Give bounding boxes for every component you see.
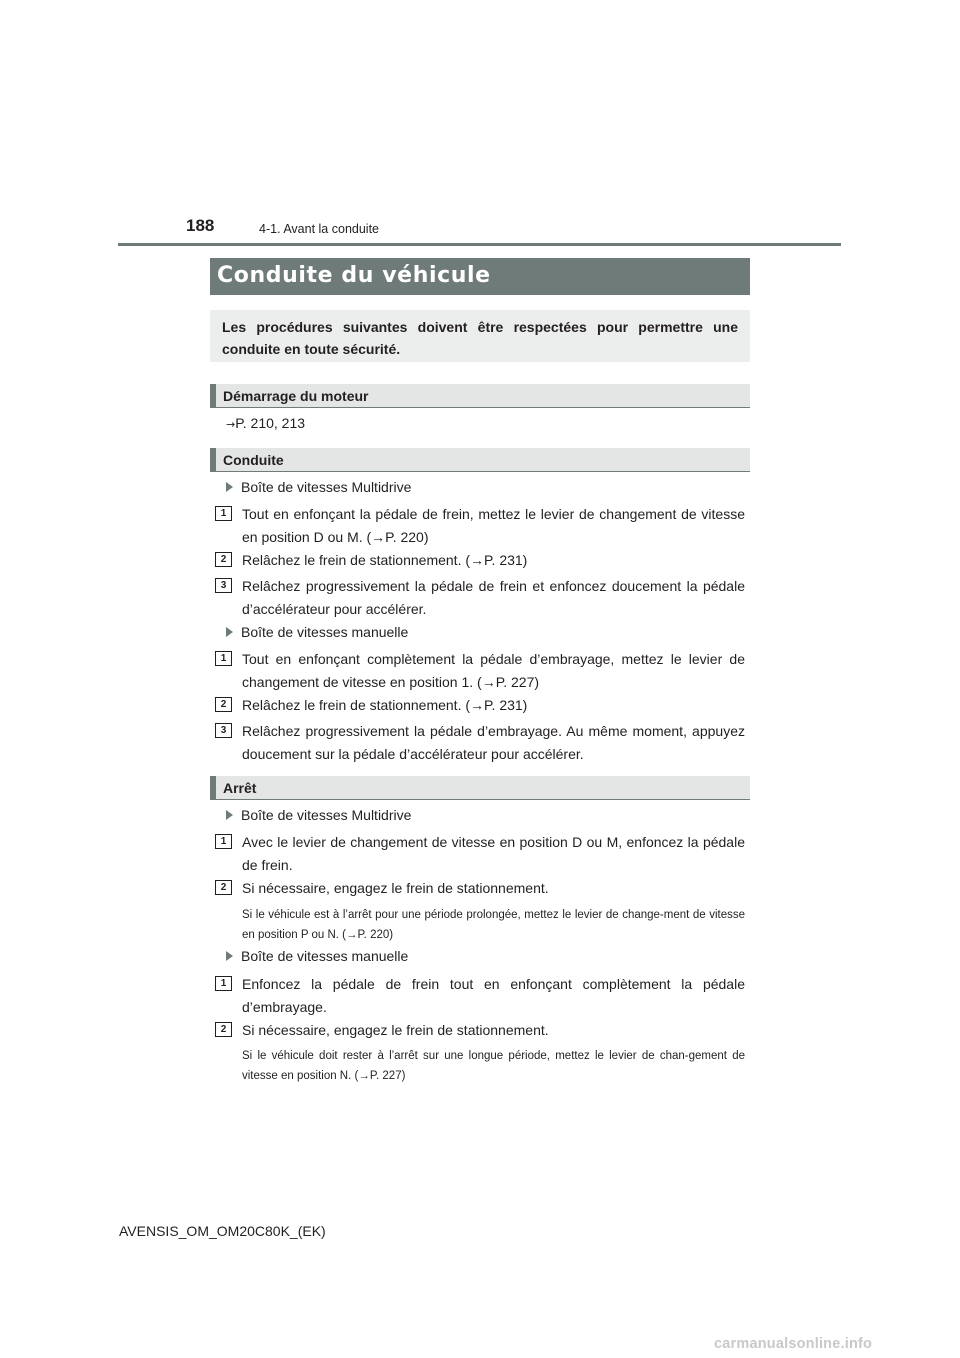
step-number-badge: 2 bbox=[215, 880, 232, 895]
note-text: Si le véhicule est à l’arrêt pour une période prolongée, mettez le levier de change-ment de vitesse en position P ou N. (→P. 220) bbox=[242, 909, 745, 941]
arrow-right-icon: → bbox=[226, 418, 236, 431]
step-text: Avec le levier de changement de vitesse en position D ou M, enfoncez la pédale de frein. bbox=[242, 834, 745, 873]
bullet-arret-manuelle bbox=[226, 948, 408, 964]
step-text: Tout en enfonçant complètement la pédale d’embrayage, mettez le levier de changement de vitesse en position 1. (→P. 227) bbox=[242, 651, 745, 690]
step-item bbox=[215, 549, 745, 572]
triangle-bullet-icon bbox=[226, 951, 233, 961]
step-number-badge: 3 bbox=[215, 578, 232, 593]
step-number-badge: 1 bbox=[215, 651, 232, 666]
bullet-label: Boîte de vitesses manuelle bbox=[241, 624, 409, 640]
demarrage-ref-text: P. 210, 213 bbox=[235, 415, 306, 431]
step-number-badge: 2 bbox=[215, 697, 232, 712]
step-item bbox=[215, 575, 745, 621]
step-item bbox=[215, 877, 745, 900]
step-text: Relâchez progressivement la pédale de frein et enfoncez doucement la pédale d’accélérateur pour accélérer. bbox=[242, 578, 745, 617]
step-item bbox=[215, 1019, 745, 1042]
page-number: 188 bbox=[186, 216, 215, 235]
step-item bbox=[215, 973, 745, 1019]
step-text: Relâchez le frein de stationnement. (→P. 231) bbox=[242, 697, 528, 713]
bullet-arret-multidrive bbox=[226, 807, 411, 823]
triangle-bullet-icon bbox=[226, 482, 233, 492]
step-item bbox=[215, 648, 745, 694]
step-text: Relâchez progressivement la pédale d’embrayage. Au même moment, appuyez doucement sur la pédale d’accélérateur pour accélérer. bbox=[242, 723, 745, 762]
step-number-badge: 1 bbox=[215, 506, 232, 521]
document-code: AVENSIS_OM_OM20C80K_(EK) bbox=[119, 1223, 326, 1239]
intro-box: Les procédures suivantes doivent être respectées pour permettre une conduite en toute sécurité. bbox=[210, 310, 750, 362]
triangle-bullet-icon bbox=[226, 627, 233, 637]
step-item bbox=[215, 720, 745, 766]
bullet-label: Boîte de vitesses manuelle bbox=[241, 948, 409, 964]
step-number-badge: 2 bbox=[215, 1022, 232, 1037]
step-number-badge: 2 bbox=[215, 552, 232, 567]
step-text: Relâchez le frein de stationnement. (→P. 231) bbox=[242, 552, 528, 568]
subheading-conduite: Conduite bbox=[210, 448, 750, 472]
step-number-badge: 3 bbox=[215, 723, 232, 738]
subheading-demarrage: Démarrage du moteur bbox=[210, 384, 750, 408]
bullet-conduite-manuelle bbox=[226, 624, 408, 640]
bullet-label: Boîte de vitesses Multidrive bbox=[241, 479, 412, 495]
step-number-badge: 1 bbox=[215, 976, 232, 991]
step-item bbox=[215, 831, 745, 877]
page-title: Conduite du véhicule bbox=[210, 258, 750, 295]
step-item bbox=[215, 503, 745, 549]
step-text: Si nécessaire, engagez le frein de stationnement. bbox=[242, 1022, 549, 1038]
demarrage-reference bbox=[226, 415, 305, 431]
step-text: Tout en enfonçant la pédale de frein, mettez le levier de changement de vitesse en position D ou M. (→P. 220) bbox=[242, 506, 745, 545]
step-item bbox=[215, 694, 745, 717]
step-text: Enfoncez la pédale de frein tout en enfonçant complètement la pédale d’embrayage. bbox=[242, 976, 745, 1015]
bullet-conduite-multidrive bbox=[226, 479, 411, 495]
header-rule bbox=[118, 243, 841, 246]
triangle-bullet-icon bbox=[226, 810, 233, 820]
step-text: Si nécessaire, engagez le frein de stationnement. bbox=[242, 880, 549, 896]
step-number-badge: 1 bbox=[215, 834, 232, 849]
bullet-label: Boîte de vitesses Multidrive bbox=[241, 807, 412, 823]
subheading-arret: Arrêt bbox=[210, 776, 750, 800]
section-label: 4-1. Avant la conduite bbox=[259, 222, 379, 236]
watermark: carmanualsonline.info bbox=[714, 1336, 873, 1352]
note-text: Si le véhicule doit rester à l’arrêt sur une longue période, mettez le levier de chan-gement de vitesse en position N. (→P. 227) bbox=[242, 1050, 745, 1082]
